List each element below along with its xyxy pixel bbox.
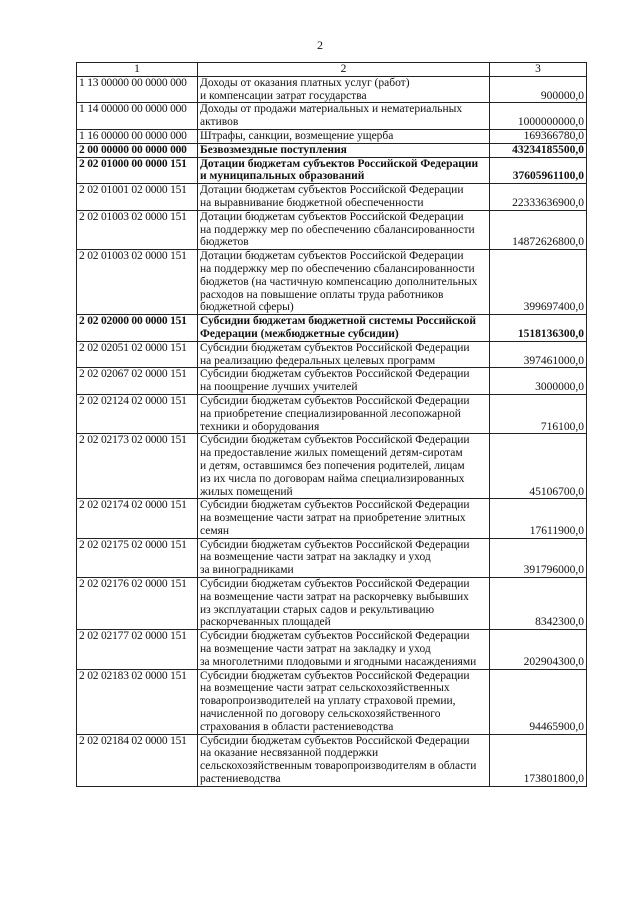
table-row (77, 157, 587, 184)
description-cell: Субсидии бюджетам бюджетной системы Российской Федерации (межбюджетные субсидии) (198, 315, 490, 342)
description-cell: Субсидии бюджетам субъектов Российской Федерации на возмещение части затрат на закладку и уход за многолетними плодовыми и ягодными насаждениями (198, 630, 490, 669)
table-row (77, 499, 587, 538)
amount-cell: 391796000,0 (490, 538, 587, 577)
amount-cell: 399697400,0 (490, 250, 587, 315)
table-row (77, 129, 587, 143)
amount-cell: 14872626800,0 (490, 210, 587, 249)
amount-cell: 1000000000,0 (490, 103, 587, 130)
table-row (77, 368, 587, 395)
description-cell: Субсидии бюджетам субъектов Российской Федерации на возмещение части затрат на приобретение элитных семян (198, 499, 490, 538)
description-cell: Субсидии бюджетам субъектов Российской Федерации на предоставление жилых помещений детям-сиротам и детям, оставшимся без попечения родителей, лицам из их числа по договорам найма специализированных жилых помещений (198, 434, 490, 499)
table-row (77, 210, 587, 249)
table-row (77, 630, 587, 669)
description-cell: Доходы от продажи материальных и нематериальных активов (198, 103, 490, 130)
description-cell: Штрафы, санкции, возмещение ущерба (198, 129, 490, 143)
amount-cell: 1518136300,0 (490, 315, 587, 342)
amount-cell: 173801800,0 (490, 734, 587, 786)
table-row (77, 315, 587, 342)
amount-cell: 43234185500,0 (490, 143, 587, 157)
page-number: 2 (317, 38, 323, 52)
table-row (77, 578, 587, 630)
description-cell: Субсидии бюджетам субъектов Российской Федерации на возмещение части затрат на раскорчевку выбывших из эксплуатации старых садов и рекультивацию раскорчеванных площадей (198, 578, 490, 630)
classification-code-cell: 2 02 02177 02 0000 151 (77, 630, 198, 669)
budget-revenue-table (76, 62, 587, 787)
table-row (77, 394, 587, 433)
table-row (77, 434, 587, 499)
amount-cell: 716100,0 (490, 394, 587, 433)
classification-code-cell: 1 16 00000 00 0000 000 (77, 129, 198, 143)
classification-code-cell: 2 02 02183 02 0000 151 (77, 669, 198, 734)
classification-code-cell: 2 02 01003 02 0000 151 (77, 210, 198, 249)
description-cell: Дотации бюджетам субъектов Российской Федерации на выравнивание бюджетной обеспеченности (198, 184, 490, 211)
description-cell: Субсидии бюджетам субъектов Российской Федерации на возмещение части затрат сельскохозяйственных товаропроизводителей на уплату страховой премии, начисленной по договору сельскохозяйственного страхования в области растениеводства (198, 669, 490, 734)
table-row (77, 669, 587, 734)
description-cell: Безвозмездные поступления (198, 143, 490, 157)
amount-cell: 37605961100,0 (490, 157, 587, 184)
amount-cell: 202904300,0 (490, 630, 587, 669)
classification-code-cell: 2 02 02176 02 0000 151 (77, 578, 198, 630)
amount-cell: 22333636900,0 (490, 184, 587, 211)
header-col-1: 1 (77, 63, 198, 77)
classification-code-cell: 2 02 02124 02 0000 151 (77, 394, 198, 433)
classification-code-cell: 2 02 02051 02 0000 151 (77, 341, 198, 368)
classification-code-cell: 2 02 02184 02 0000 151 (77, 734, 198, 786)
description-cell: Дотации бюджетам субъектов Российской Федерации на поддержку мер по обеспечению сбалансированности бюджетов (на частичную компенсацию дополнительных расходов на повышение оплаты труда работников бюджетной сферы) (198, 250, 490, 315)
table-row (77, 143, 587, 157)
amount-cell: 17611900,0 (490, 499, 587, 538)
amount-cell: 900000,0 (490, 76, 587, 103)
amount-cell: 169366780,0 (490, 129, 587, 143)
amount-cell: 94465900,0 (490, 669, 587, 734)
classification-code-cell: 2 02 02175 02 0000 151 (77, 538, 198, 577)
classification-code-cell: 1 14 00000 00 0000 000 (77, 103, 198, 130)
description-cell: Дотации бюджетам субъектов Российской Федерации и муниципальных образований (198, 157, 490, 184)
table-row (77, 76, 587, 103)
classification-code-cell: 1 13 00000 00 0000 000 (77, 76, 198, 103)
amount-cell: 8342300,0 (490, 578, 587, 630)
description-cell: Дотации бюджетам субъектов Российской Федерации на поддержку мер по обеспечению сбалансированности бюджетов (198, 210, 490, 249)
description-cell: Субсидии бюджетам субъектов Российской Федерации на возмещение части затрат на закладку и уход за виноградниками (198, 538, 490, 577)
table-header-row (77, 63, 587, 77)
table-row (77, 341, 587, 368)
header-col-2: 2 (198, 63, 490, 77)
classification-code-cell: 2 02 02000 00 0000 151 (77, 315, 198, 342)
table-row (77, 538, 587, 577)
classification-code-cell: 2 00 00000 00 0000 000 (77, 143, 198, 157)
classification-code-cell: 2 02 01001 02 0000 151 (77, 184, 198, 211)
classification-code-cell: 2 02 01003 02 0000 151 (77, 250, 198, 315)
classification-code-cell: 2 02 02173 02 0000 151 (77, 434, 198, 499)
classification-code-cell: 2 02 02174 02 0000 151 (77, 499, 198, 538)
description-cell: Субсидии бюджетам субъектов Российской Федерации на приобретение специализированной лесопожарной техники и оборудования (198, 394, 490, 433)
table-row (77, 103, 587, 130)
description-cell: Субсидии бюджетам субъектов Российской Федерации на поощрение лучших учителей (198, 368, 490, 395)
amount-cell: 397461000,0 (490, 341, 587, 368)
description-cell: Субсидии бюджетам субъектов Российской Федерации на реализацию федеральных целевых программ (198, 341, 490, 368)
table-row (77, 734, 587, 786)
description-cell: Доходы от оказания платных услуг (работ) и компенсации затрат государства (198, 76, 490, 103)
amount-cell: 45106700,0 (490, 434, 587, 499)
description-cell: Субсидии бюджетам субъектов Российской Федерации на оказание несвязанной поддержки сельскохозяйственным товаропроизводителям в области растениеводства (198, 734, 490, 786)
table-row (77, 250, 587, 315)
classification-code-cell: 2 02 01000 00 0000 151 (77, 157, 198, 184)
classification-code-cell: 2 02 02067 02 0000 151 (77, 368, 198, 395)
header-col-3: 3 (490, 63, 587, 77)
table-row (77, 184, 587, 211)
amount-cell: 3000000,0 (490, 368, 587, 395)
